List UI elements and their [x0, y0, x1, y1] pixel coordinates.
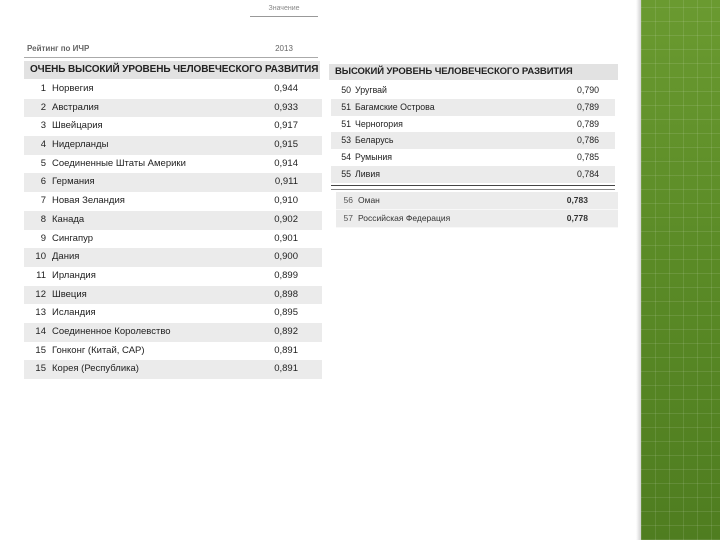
- country-cell: Ливия: [355, 168, 381, 179]
- value-cell: 0,790: [576, 85, 599, 95]
- table-row: [331, 166, 615, 183]
- country-cell: Багамские Острова: [355, 101, 435, 112]
- country-cell: Дания: [52, 251, 80, 263]
- table-row: [24, 230, 322, 249]
- table-row: [24, 286, 322, 305]
- table-row: [331, 149, 615, 166]
- table-row: [24, 155, 322, 174]
- country-cell: Соединенное Королевство: [52, 325, 171, 337]
- table-row: [24, 136, 322, 155]
- table-row: [331, 132, 615, 149]
- high-table: [331, 82, 615, 183]
- country-cell: Швеция: [52, 288, 87, 300]
- value-cell: 0,784: [576, 168, 599, 179]
- value-cell: 0,914: [274, 157, 298, 169]
- year-column-header: 2013: [275, 44, 293, 53]
- table-row: [24, 323, 322, 342]
- table-row: [24, 360, 322, 379]
- rank-cell: 56: [343, 195, 353, 205]
- table-row: [24, 248, 322, 267]
- column-note: Значение: [250, 5, 318, 17]
- rank-cell: 6: [40, 176, 46, 188]
- country-cell: Сингапур: [52, 232, 94, 244]
- rank-cell: 50: [341, 85, 351, 95]
- rank-cell: 13: [35, 307, 46, 319]
- table-row: [24, 117, 322, 136]
- country-cell: Норвегия: [52, 83, 94, 94]
- table-row: [24, 342, 322, 361]
- country-cell: Канада: [52, 213, 85, 225]
- rank-cell: 12: [35, 288, 46, 300]
- country-cell: Оман: [358, 195, 380, 205]
- value-cell: 0,785: [576, 152, 599, 163]
- rank-cell: 15: [35, 344, 46, 356]
- value-cell: 0,900: [274, 251, 298, 263]
- country-cell: Румыния: [355, 152, 393, 163]
- rank-column-header: Рейтинг по ИЧР: [27, 44, 90, 53]
- country-cell: Австралия: [52, 101, 99, 113]
- value-cell: 0,944: [274, 83, 298, 94]
- table-row: [24, 304, 322, 323]
- rank-cell: 10: [35, 251, 46, 263]
- country-cell: Ирландия: [52, 269, 96, 281]
- rank-cell: 57: [343, 213, 353, 223]
- value-cell: 0,789: [576, 101, 599, 112]
- value-cell: 0,786: [576, 135, 599, 146]
- value-cell: 0,902: [274, 213, 298, 225]
- table-divider: [331, 185, 615, 186]
- rank-cell: 7: [40, 195, 46, 207]
- rank-cell: 51: [341, 118, 351, 129]
- country-cell: Соединенные Штаты Америки: [52, 157, 186, 169]
- table-divider: [331, 189, 615, 190]
- value-cell: 0,910: [274, 195, 298, 207]
- value-cell: 0,895: [274, 307, 298, 319]
- rank-cell: 14: [35, 325, 46, 337]
- value-cell: 0,892: [274, 325, 298, 337]
- value-cell: 0,789: [576, 118, 599, 129]
- high-table-extra: [336, 192, 618, 228]
- table-row: [336, 210, 618, 228]
- rank-cell: 1: [40, 83, 46, 94]
- decorative-side-band: [641, 0, 720, 540]
- very-high-section-title: ОЧЕНЬ ВЫСОКИЙ УРОВЕНЬ ЧЕЛОВЕЧЕСКОГО РАЗВИТИЯ: [24, 61, 320, 79]
- rank-cell: 3: [40, 120, 46, 132]
- country-cell: Уругвай: [355, 85, 387, 95]
- table-row: [24, 211, 322, 230]
- value-cell: 0,933: [274, 101, 298, 113]
- value-cell: 0,891: [274, 344, 298, 356]
- country-cell: Корея (Республика): [52, 363, 139, 375]
- table-row: [331, 99, 615, 116]
- country-cell: Гонконг (Китай, САР): [52, 344, 145, 356]
- table-row: [331, 82, 615, 99]
- value-cell: 0,917: [274, 120, 298, 132]
- table-row: [24, 99, 322, 118]
- value-cell: 0,891: [274, 363, 298, 375]
- very-high-table: [24, 80, 322, 379]
- table-row: [24, 173, 322, 192]
- table-row: [24, 267, 322, 286]
- country-cell: Нидерланды: [52, 139, 109, 151]
- value-cell: 0,915: [274, 139, 298, 151]
- rank-cell: 51: [341, 101, 351, 112]
- country-cell: Германия: [52, 176, 95, 188]
- high-section-title: ВЫСОКИЙ УРОВЕНЬ ЧЕЛОВЕЧЕСКОГО РАЗВИТИЯ: [329, 64, 618, 80]
- country-cell: Новая Зеландия: [52, 195, 125, 207]
- value-cell: 0,898: [274, 288, 298, 300]
- value-cell: 0,783: [566, 195, 588, 205]
- table-row: [331, 116, 615, 133]
- country-cell: Черногория: [355, 118, 403, 129]
- rank-cell: 5: [40, 157, 46, 169]
- value-cell: 0,899: [274, 269, 298, 281]
- rank-cell: 9: [40, 232, 46, 244]
- header-divider: [24, 57, 318, 58]
- rank-cell: 8: [40, 213, 46, 225]
- rank-cell: 54: [341, 152, 351, 163]
- rank-cell: 15: [35, 363, 46, 375]
- value-cell: 0,911: [274, 176, 298, 188]
- table-row: [24, 80, 322, 99]
- table-row: [336, 192, 618, 210]
- rank-cell: 55: [341, 168, 351, 179]
- country-cell: Швейцария: [52, 120, 103, 132]
- rank-cell: 4: [40, 139, 46, 151]
- rank-cell: 2: [40, 101, 46, 113]
- country-cell: Российская Федерация: [358, 213, 451, 223]
- country-cell: Беларусь: [355, 135, 394, 146]
- value-cell: 0,901: [274, 232, 298, 244]
- rank-cell: 53: [341, 135, 351, 146]
- value-cell: 0,778: [566, 213, 588, 223]
- table-row: [24, 192, 322, 211]
- country-cell: Исландия: [52, 307, 96, 319]
- rank-cell: 11: [36, 269, 46, 281]
